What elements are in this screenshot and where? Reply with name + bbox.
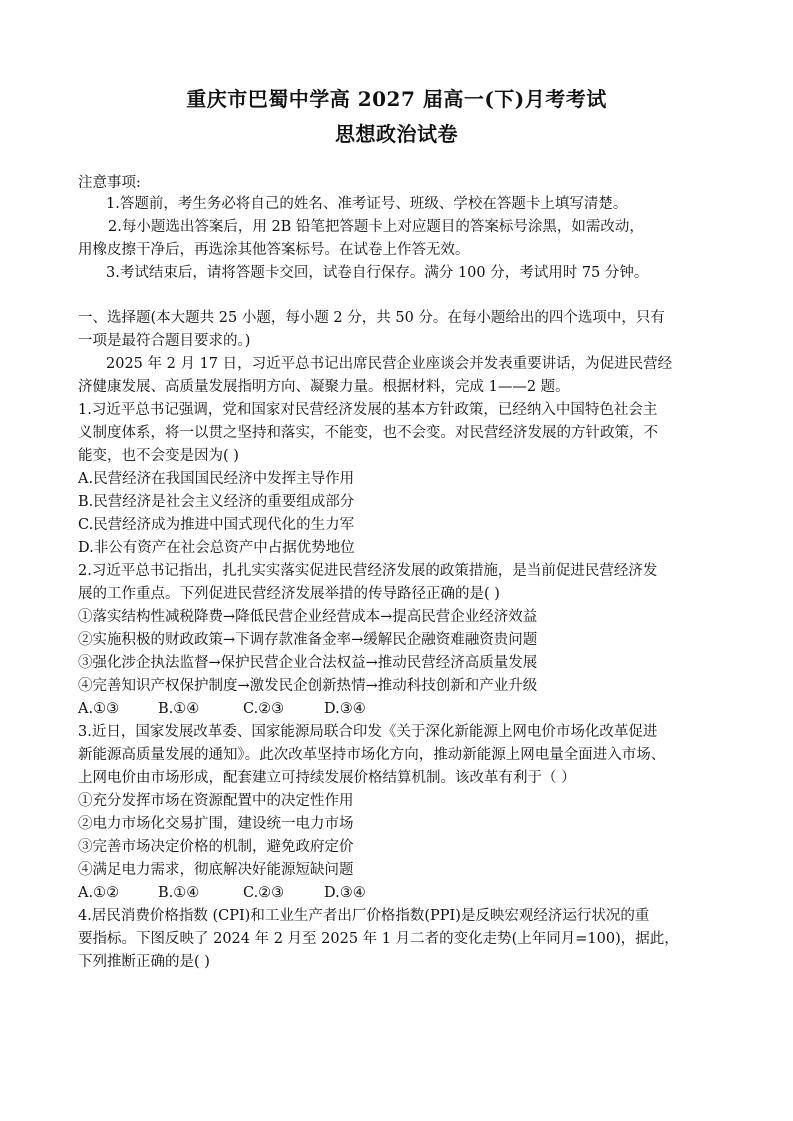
q2-option-b: B.①④ [158,701,200,717]
q2-stem-line-1: 2.习近平总书记指出，扎扎实实落实促进民营经济发展的政策措施，是当前促进民营经济发 [78,563,658,579]
q2-item-1: ①落实结构性减税降费→降低民营企业经营成本→提高民营企业经济效益 [78,609,538,625]
q1-option-d: D.非公有资产在社会总资产中占据优势地位 [78,540,355,556]
q2-item-2: ②实施积极的财政政策→下调存款准备金率→缓解民企融资难融资贵问题 [78,632,538,648]
material-line-1: 2025 年 2 月 17 日，习近平总书记出席民营企业座谈会并发表重要讲话，为促进民营经 [106,356,673,372]
q1-option-a: A.民营经济在我国国民经济中发挥主导作用 [78,471,355,487]
q3-stem-line-2: 新能源高质量发展的通知》。此次改革坚持市场化方向，推动新能源上网电量全面进入市场、 [78,747,666,763]
q3-option-c: C.②③ [243,885,285,901]
q1-stem-line-3: 能变，也不会变是因为( ) [78,448,239,464]
q2-option-c: C.②③ [243,701,285,717]
q2-option-d: D.③④ [324,701,366,717]
q3-stem-line-3: 上网电价由市场形成，配套建立可持续发展价格结算机制。该改革有利于（ ） [78,770,576,786]
q1-stem-line-1: 1.习近平总书记强调，党和国家对民营经济发展的基本方针政策，已经纳入中国特色社会主 [78,402,658,418]
q1-option-b: B.民营经济是社会主义经济的重要组成部分 [78,494,355,510]
q4-stem-line-3: 下列推断正确的是( ) [78,954,210,970]
section-instructions-line-1: 一、选择题(本大题共 25 小题，每小题 2 分，共 50 分。在每小题给出的四个选项中，只有 [78,310,665,326]
exam-subtitle: 思想政治试卷 [335,122,458,146]
notice-item-2-line-2: 用橡皮擦干净后，再选涂其他答案标号。在试卷上作答无效。 [78,242,470,258]
q3-option-b: B.①④ [158,885,200,901]
notice-item-1: 1.答题前，考生务必将自己的姓名、准考证号、班级、学校在答题卡上填写清楚。 [106,196,628,212]
q3-item-3: ③完善市场决定价格的机制，避免政府定价 [78,839,354,855]
section-instructions-line-2: 一项是最符合题目要求的。) [78,333,251,349]
q1-stem-line-2: 义制度体系，将一以贯之坚持和落实，不能变，也不会变。对民营经济发展的方针政策，不 [78,425,658,441]
notice-item-2-line-1: 2.每小题选出答案后，用 2B 铅笔把答题卡上对应题目的答案标号涂黑，如需改动， [108,219,644,235]
exam-title: 重庆市巴蜀中学高 2027 届高一(下)月考考试 [186,87,607,111]
q1-option-c: C.民营经济成为推进中国式现代化的生力军 [78,517,355,533]
q2-item-4: ④完善知识产权保护制度→激发民企创新热情→推动科技创新和产业升级 [78,678,538,694]
q2-item-3: ③强化涉企执法监督→保护民营企业合法权益→推动民营经济高质量发展 [78,655,538,671]
q3-stem-line-1: 3.近日，国家发展改革委、国家能源局联合印发《关于深化新能源上网电价市场化改革促进 [78,724,658,740]
q4-stem-line-1: 4.居民消费价格指数 (CPI)和工业生产者出厂价格指数(PPI)是反映宏观经济运行状况的重 [78,908,650,924]
q2-stem-line-2: 展的工作重点。下列促进民营经济发展举措的传导路径正确的是( ) [78,586,500,602]
q4-stem-line-2: 要指标。下图反映了 2024 年 2 月至 2025 年 1 月二者的变化走势(上年同月=100)，据此， [78,931,679,947]
q3-item-2: ②电力市场化交易扩围，建设统一电力市场 [78,816,354,832]
material-line-2: 济健康发展、高质量发展指明方向、凝聚力量。根据材料，完成 1——2 题。 [78,379,570,395]
q3-item-4: ④满足电力需求，彻底解决好能源短缺问题 [78,862,354,878]
notice-heading: 注意事项: [78,175,141,191]
q3-option-a: A.①② [78,885,120,901]
q3-item-1: ①充分发挥市场在资源配置中的决定性作用 [78,793,354,809]
q2-option-a: A.①③ [78,701,120,717]
q3-option-d: D.③④ [324,885,366,901]
notice-item-3: 3.考试结束后，请将答题卡交回，试卷自行保存。满分 100 分，考试用时 75 分钟。 [106,265,649,281]
